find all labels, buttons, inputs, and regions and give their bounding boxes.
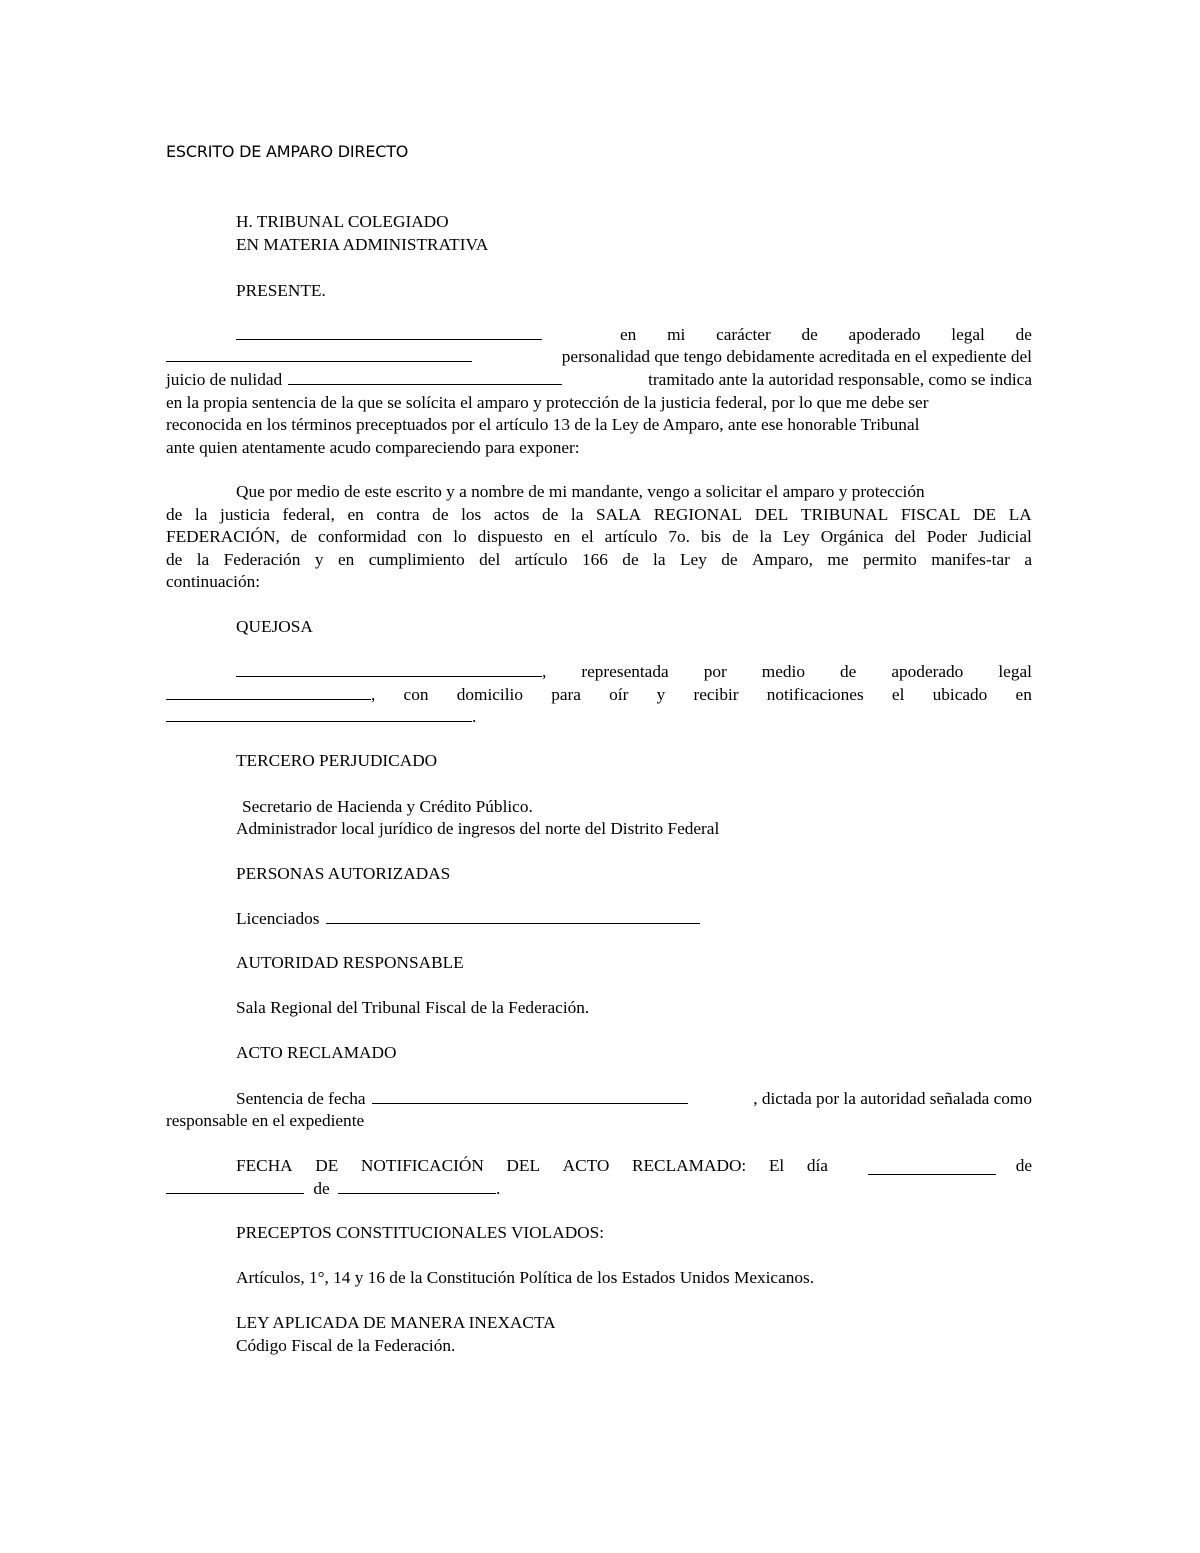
word: de (166, 550, 183, 569)
intro-line-2 (166, 346, 1032, 369)
word: FISCAL (900, 505, 961, 524)
word: , (371, 685, 376, 704)
word: del (894, 527, 916, 546)
tercero-heading: TERCERO PERJUDICADO (236, 751, 438, 770)
autoridad-text: Sala Regional del Tribunal Fiscal de la Federación. (236, 998, 590, 1017)
ley-heading: LEY APLICADA DE MANERA INEXACTA (236, 1313, 556, 1332)
word: día (806, 1156, 828, 1175)
word: de (622, 550, 639, 569)
word: DEL (754, 505, 789, 524)
word: Ley (782, 527, 810, 546)
word: LA (1008, 505, 1032, 524)
intro-line-3 (166, 369, 1032, 392)
word: de (290, 527, 308, 546)
blank-dia (868, 1159, 996, 1175)
acto-line-2: responsable en el expediente (166, 1111, 365, 1130)
quejosa-heading: QUEJOSA (236, 617, 313, 636)
word: El (768, 1156, 785, 1175)
blank-mandante (166, 346, 472, 362)
word: DE (315, 1156, 339, 1175)
word: Poder (926, 527, 968, 546)
notificacion-line-1: FECHA DE NOTIFICACIÓN DEL ACTO RECLAMADO: El día de (236, 1155, 1032, 1178)
preceptos-text: Artículos, 1°, 14 y 16 de la Constitución Política de los Estados Unidos Mexicanos. (236, 1268, 815, 1287)
word: la (570, 505, 584, 524)
address-line-materia: EN MATERIA ADMINISTRATIVA (236, 235, 489, 254)
word: cumplimiento (368, 550, 465, 569)
word: y (656, 685, 666, 704)
intro-line-1-text (620, 324, 1032, 347)
word: el (891, 685, 905, 704)
word: en (337, 550, 355, 569)
word: RECLAMADO: (631, 1156, 747, 1175)
word: REGIONAL (653, 505, 743, 524)
word: contra (376, 505, 420, 524)
word: lo (453, 527, 467, 546)
licenciados-label: Licenciados (236, 909, 320, 928)
acto-heading: ACTO RECLAMADO (236, 1043, 397, 1062)
address-line-tribunal: H. TRIBUNAL COLEGIADO (236, 212, 449, 231)
word: me (827, 550, 849, 569)
request-line-1: Que por medio de este escrito y a nombre de mi mandante, vengo a solicitar el amparo y protección (236, 482, 925, 501)
address-line-presente: PRESENTE. (236, 281, 326, 300)
word: con (417, 527, 443, 546)
word: , (542, 662, 547, 681)
word: NOTIFICACIÓN (360, 1156, 484, 1175)
word: bis (700, 527, 722, 546)
word: actos (493, 505, 530, 524)
word: Ley (679, 550, 707, 569)
word: de (432, 505, 449, 524)
word: apoderado (891, 662, 964, 681)
word: representada (581, 662, 669, 681)
word: por (703, 662, 727, 681)
request-line-3 (166, 526, 1032, 549)
word: de (721, 550, 738, 569)
word: en (1015, 685, 1032, 704)
word: recibir (693, 685, 739, 704)
autorizadas-line (236, 908, 1032, 931)
word: Orgánica (820, 527, 884, 546)
word: SALA (596, 505, 642, 524)
word: la (196, 550, 210, 569)
word: Federación (223, 550, 301, 569)
word: con (403, 685, 429, 704)
word: legal (998, 662, 1032, 681)
word: los (461, 505, 482, 524)
blank-fecha-sentencia (372, 1088, 688, 1104)
blank-quejosa-domicilio (166, 706, 472, 722)
sentencia-label: Sentencia de fecha (236, 1089, 366, 1108)
word: conformidad (318, 527, 407, 546)
acto-line-1 (236, 1088, 1032, 1111)
intro-line-4: en la propia sentencia de la que se solícita el amparo y protección de la justicia federal, por lo que me debe ser (166, 393, 929, 412)
blank-apoderado-name (236, 324, 542, 340)
word: notificaciones (766, 685, 864, 704)
request-line-5: continuación: (166, 572, 261, 591)
intro-line-1 (236, 324, 1032, 347)
request-line-4 (166, 549, 1032, 572)
word: del (479, 550, 501, 569)
word: a (1024, 550, 1032, 569)
quejosa-line-2 (166, 684, 1032, 707)
intro-juicio-label: juicio de nulidad (166, 370, 283, 389)
word: y (314, 550, 324, 569)
word: de (801, 325, 818, 344)
preceptos-heading: PRECEPTOS CONSTITUCIONALES VIOLADOS: (236, 1223, 605, 1242)
word: la (653, 550, 666, 569)
word: el (581, 527, 594, 546)
quejosa-line-1 (236, 661, 1032, 684)
word: ACTO (562, 1156, 610, 1175)
blank-quejosa-apoderado (166, 684, 371, 700)
word: Judicial (978, 527, 1032, 546)
word: TRIBUNAL (800, 505, 889, 524)
autoridad-heading: AUTORIDAD RESPONSABLE (236, 953, 464, 972)
blank-quejosa-name (236, 661, 542, 677)
request-line-2 (166, 504, 1032, 527)
word: artículo (604, 527, 658, 546)
word: la (759, 527, 772, 546)
word: mi (667, 325, 686, 344)
intro-line-2-text: personalidad que tengo debidamente acreditada en el expediente del (561, 347, 1032, 366)
word: justicia (220, 505, 270, 524)
blank-juicio-nulidad (288, 369, 562, 385)
word: permito (862, 550, 917, 569)
word: FECHA (236, 1156, 293, 1175)
word: federal, (282, 505, 335, 524)
word: 166 (581, 550, 608, 569)
tercero-line-2: Administrador local jurídico de ingresos del norte del Distrito Federal (236, 819, 720, 838)
acto-line-1-text: , dictada por la autoridad señalada como (753, 1089, 1032, 1108)
word: apoderado (848, 325, 921, 344)
ley-text: Código Fiscal de la Federación. (236, 1336, 456, 1355)
autorizadas-heading: PERSONAS AUTORIZADAS (236, 864, 451, 883)
word: oír (609, 685, 629, 704)
word: dispuesto (477, 527, 543, 546)
tercero-line-1: Secretario de Hacienda y Crédito Público. (242, 797, 533, 816)
word: en (347, 505, 364, 524)
word: DEL (506, 1156, 541, 1175)
document-title: ESCRITO DE AMPARO DIRECTO (166, 142, 409, 161)
word: de (542, 505, 559, 524)
word: 7o. (668, 527, 690, 546)
word: artículo (514, 550, 568, 569)
word: ubicado (932, 685, 988, 704)
word: FEDERACIÓN, (166, 527, 280, 546)
notificacion-line-2: de . (166, 1178, 1032, 1201)
word: carácter (716, 325, 771, 344)
word: para (551, 685, 581, 704)
word: de (166, 505, 183, 524)
intro-line-6: ante quien atentamente acudo compareciendo para exponer: (166, 438, 580, 457)
word: la (194, 505, 208, 524)
word: Amparo, (752, 550, 813, 569)
word: de (840, 662, 857, 681)
word: de (1015, 325, 1032, 344)
intro-line-3-text: tramitado ante la autoridad responsable, como se indica (648, 370, 1032, 389)
word: de (732, 527, 749, 546)
word: medio (761, 662, 805, 681)
word: en (553, 527, 571, 546)
intro-line-5: reconocida en los términos preceptuados por el artículo 13 de la Ley de Amparo, ante ese honorable Tribunal (166, 415, 920, 434)
word: en (620, 325, 637, 344)
word: DE (973, 505, 997, 524)
quejosa-line-3: . (166, 706, 1032, 729)
blank-licenciados (326, 908, 700, 924)
word: legal (951, 325, 985, 344)
blank-mes (166, 1178, 304, 1194)
word: manifes-tar (931, 550, 1010, 569)
word: domicilio (456, 685, 523, 704)
blank-anio (338, 1178, 496, 1194)
